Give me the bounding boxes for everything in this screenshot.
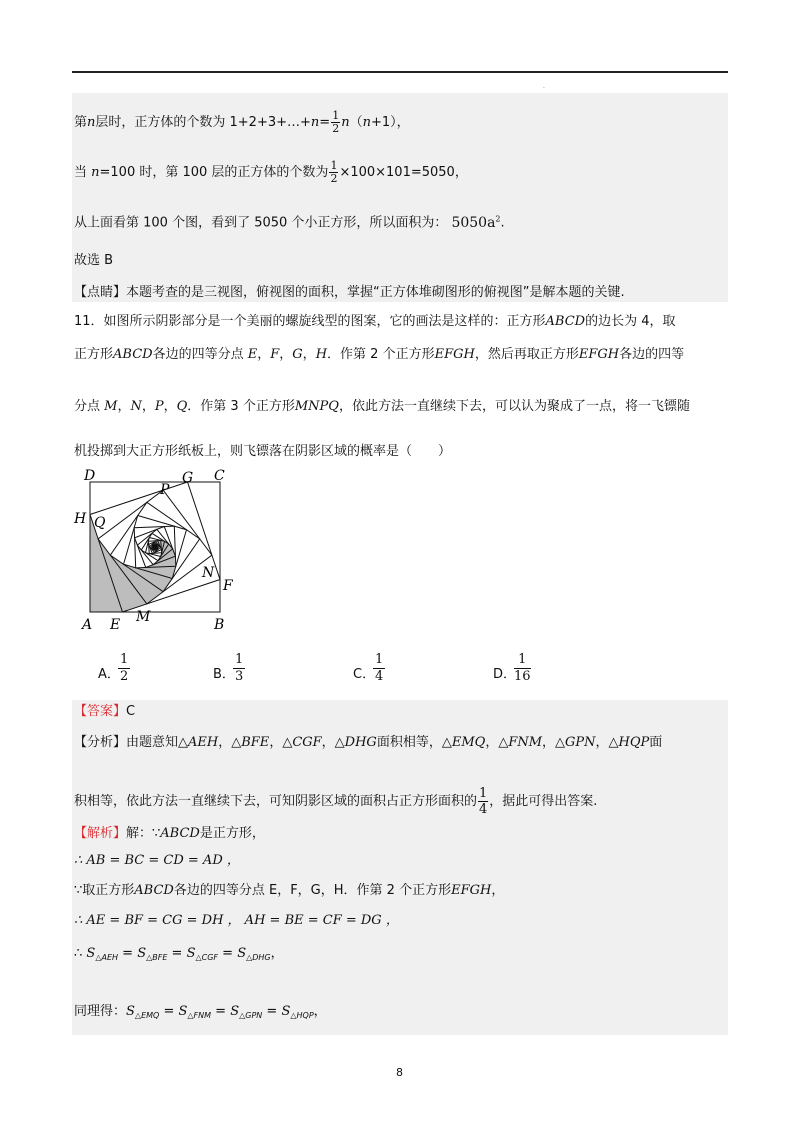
header-rule bbox=[72, 71, 728, 73]
solution-line-1: 【解析】解：∵ABCD是正方形， bbox=[74, 826, 265, 841]
analysis-line-1: 【分析】由题意知△AEH，△BFE，△CGF，△DHG面积相等，△EMQ，△FNM，△GPN，△HQP面 bbox=[74, 735, 663, 750]
page-number: 8 bbox=[396, 1066, 403, 1079]
solution-line-5: ∴ $S_{\triangle AEH} = S_{\triangle BFE} = S_{\triangle CGF} = S_{\triangle DHG}$， bbox=[74, 946, 284, 962]
label-G: G bbox=[182, 470, 194, 486]
label-F: F bbox=[223, 578, 233, 594]
answer-line: 【答案】C bbox=[74, 704, 136, 719]
fraction-half: $\frac{1}{2}$ bbox=[330, 159, 338, 185]
question-line-2: 正方形ABCD各边的四等分点 E，F，G，H．作第 2 个正方形EFGH，然后再取正方形EFGH各边的四等 bbox=[74, 347, 685, 362]
question-line-1: 11．如图所示阴影部分是一个美丽的螺旋线型的图案，它的画法是这样的：正方形ABCD的边长为 4，取 bbox=[74, 314, 676, 329]
option-b-letter[interactable]: B． bbox=[213, 667, 235, 682]
option-c-letter[interactable]: C． bbox=[353, 667, 376, 682]
question-line-3: 分点 M，N，P，Q．作第 3 个正方形MNPQ，依此方法一直继续下去，可以认为聚成了一点，将一飞镖随 bbox=[74, 399, 690, 414]
solution-line-4: ∴ AE = BF = CG = DH ， AH = BE = CF = DG ， bbox=[74, 913, 399, 928]
label-B: B bbox=[214, 617, 225, 633]
nested-square bbox=[154, 546, 155, 547]
option-a-fraction: $\frac{1}{2}$ bbox=[120, 652, 129, 684]
option-b-fraction: $\frac{1}{3}$ bbox=[235, 652, 244, 684]
header-dot: . bbox=[543, 83, 545, 90]
label-A: A bbox=[82, 617, 93, 633]
label-Q: Q bbox=[94, 515, 106, 531]
fraction-quarter: $\frac{1}{4}$ bbox=[479, 786, 488, 817]
label-C: C bbox=[214, 468, 225, 484]
option-a-letter[interactable]: A． bbox=[98, 667, 120, 682]
label-P: P bbox=[160, 482, 170, 498]
label-H: H bbox=[74, 511, 87, 527]
prev-line-5: 【点睛】本题考查的是三视图，俯视图的面积，掌握“正方体堆砌图形的俯视图”是解本题的关键. bbox=[74, 285, 625, 300]
label-M: M bbox=[136, 609, 151, 625]
label-D: D bbox=[84, 468, 96, 484]
label-E: E bbox=[110, 617, 121, 633]
solution-line-6: 同理得：$S_{\triangle EMQ} = S_{\triangle FNM} = S_{\triangle GPN} = S_{\triangle HQP}$， bbox=[74, 1004, 327, 1020]
solution-line-3: ∵取正方形ABCD各边的四等分点 E，F，G，H．作第 2 个正方形EFGH， bbox=[74, 883, 505, 898]
solution-line-2: ∴ AB = BC = CD = AD ， bbox=[74, 853, 240, 868]
prev-line-4: 故选 B bbox=[74, 253, 114, 268]
option-c-fraction: $\frac{1}{4}$ bbox=[375, 652, 384, 684]
label-N: N bbox=[202, 565, 215, 581]
analysis-line-2: 积相等，依此方法一直继续下去，可知阴影区域的面积占正方形面积的 $\frac{1}{4}$ ，据此可得出答案. bbox=[74, 786, 598, 817]
prev-line-1: 第n层时，正方体的个数为 1+2+3+…+n= $\frac{1}{2}$ n（n+1）， bbox=[74, 109, 410, 135]
option-d-letter[interactable]: D． bbox=[493, 667, 517, 682]
prev-line-2: 当 n=100 时，第 100 层的正方体的个数为 $\frac{1}{2}$ ×100×101=5050， bbox=[74, 159, 468, 185]
question-line-4: 机投掷到大正方形纸板上，则飞镖落在阴影区域的概率是（ ） bbox=[74, 444, 452, 459]
option-d-fraction: $\frac{1}{16}$ bbox=[514, 652, 531, 684]
spiral-square-figure bbox=[70, 464, 240, 634]
fraction-half: $\frac{1}{2}$ bbox=[332, 109, 340, 135]
prev-line-3: 从上面看第 100 个图，看到了 5050 个小正方形，所以面积为： $5050a^2$. bbox=[74, 214, 505, 231]
